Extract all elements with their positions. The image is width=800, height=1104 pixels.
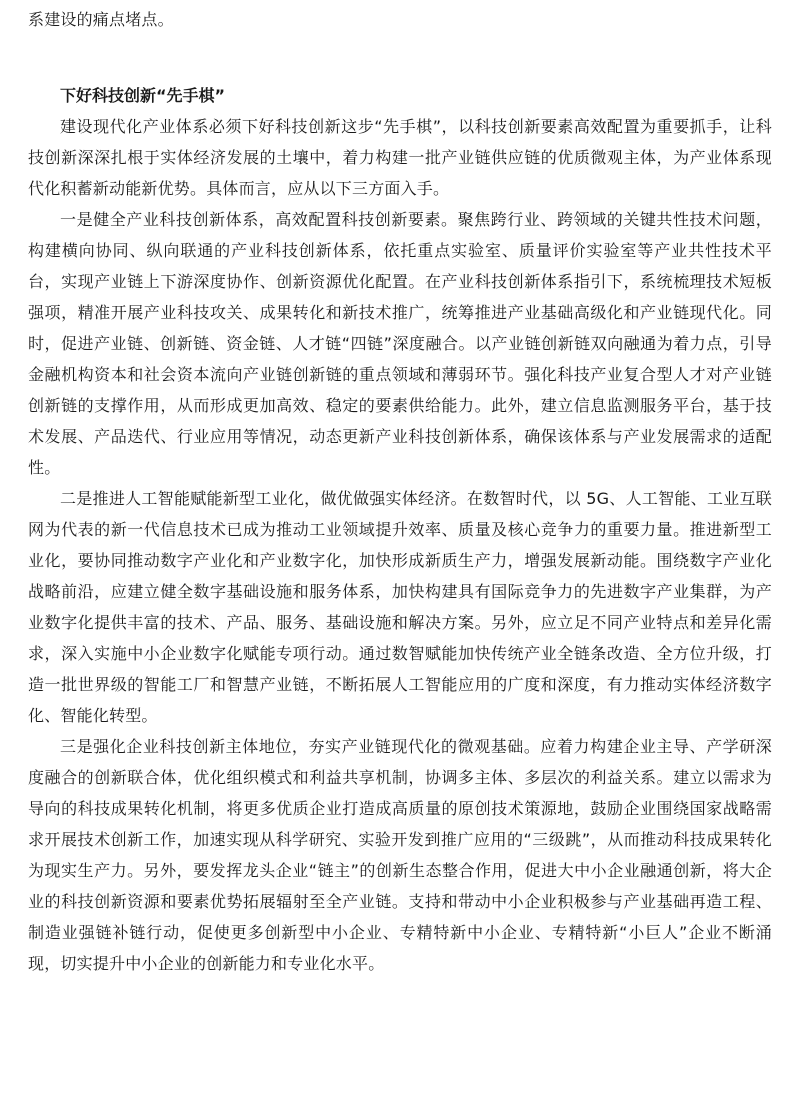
point-two-paragraph: 二是推进人工智能赋能新型工业化，做优做强实体经济。在数智时代，以 5G、人工智能、工业互联网为代表的新一代信息技术已成为推动工业领域提升效率、质量及核心竞争力的重要力量。推进新型工业化，要协同推动数字产业化和产业数字化，加快形成新质生产力，增强发展新动能。围绕数字产业化战略前沿，应建立健全数字基础设施和服务体系，加快构建具有国际竞争力的先进数字产业集群，为产业数字化提供丰富的技术、产品、服务、基础设施和解决方案。另外，应立足不同产业特点和差异化需求，深入实施中小企业数字化赋能专项行动。通过数智赋能加快传统产业全链条改造、全方位升级，打造一批世界级的智能工厂和智慧产业链，不断拓展人工智能应用的广度和深度，有力推动实体经济数字化、智能化转型。 (28, 489, 772, 725)
intro-paragraph: 建设现代化产业体系必须下好科技创新这步“先手棋”，以科技创新要素高效配置为重要抓手，让科技创新深深扎根于实体经济发展的土壤中，着力构建一批产业链供应链的优质微观主体，为产业体系现代化积蓄新动能新优势。具体而言，应从以下三方面入手。 (28, 117, 772, 198)
article-page (28, 0, 772, 979)
point-three-paragraph: 三是强化企业科技创新主体地位，夯实产业链现代化的微观基础。应着力构建企业主导、产学研深度融合的创新联合体，优化组织模式和利益共享机制，协调多主体、多层次的利益关系。建立以需求为导向的科技成果转化机制，将更多优质企业打造成高质量的原创技术策源地，鼓励企业围绕国家战略需求开展技术创新工作，加速实现从科学研究、实验开发到推广应用的“三级跳”，从而推动科技成果转化为现实生产力。另外，要发挥龙头企业“链主”的创新生态整合作用，促进大中小企业融通创新，将大企业的科技创新资源和要素优势拓展辐射至全产业链。支持和带动中小企业积极参与产业基础再造工程、制造业强链补链行动，促使更多创新型中小企业、专精特新中小企业、专精特新“小巨人”企业不断涌现，切实提升中小企业的创新能力和专业化水平。 (28, 737, 772, 973)
lead-fragment: 系建设的痛点堵点。 (28, 10, 174, 29)
point-one-paragraph: 一是健全产业科技创新体系，高效配置科技创新要素。聚焦跨行业、跨领域的关键共性技术问题，构建横向协同、纵向联通的产业科技创新体系，依托重点实验室、质量评价实验室等产业共性技术平台，实现产业链上下游深度协作、创新资源优化配置。在产业科技创新体系指引下，系统梳理技术短板强项，精准开展产业科技攻关、成果转化和新技术推广，统筹推进产业基础高级化和产业链现代化。同时，促进产业链、创新链、资金链、人才链“四链”深度融合。以产业链创新链双向融通为着力点，引导金融机构资本和社会资本流向产业链创新链的重点领域和薄弱环节。强化科技产业复合型人才对产业链创新链的支撑作用，从而形成更加高效、稳定的要素供给能力。此外，建立信息监测服务平台，基于技术发展、产品迭代、行业应用等情况，动态更新产业科技创新体系，确保该体系与产业发展需求的适配性。 (28, 210, 772, 477)
section-heading: 下好科技创新“先手棋” (60, 86, 226, 105)
